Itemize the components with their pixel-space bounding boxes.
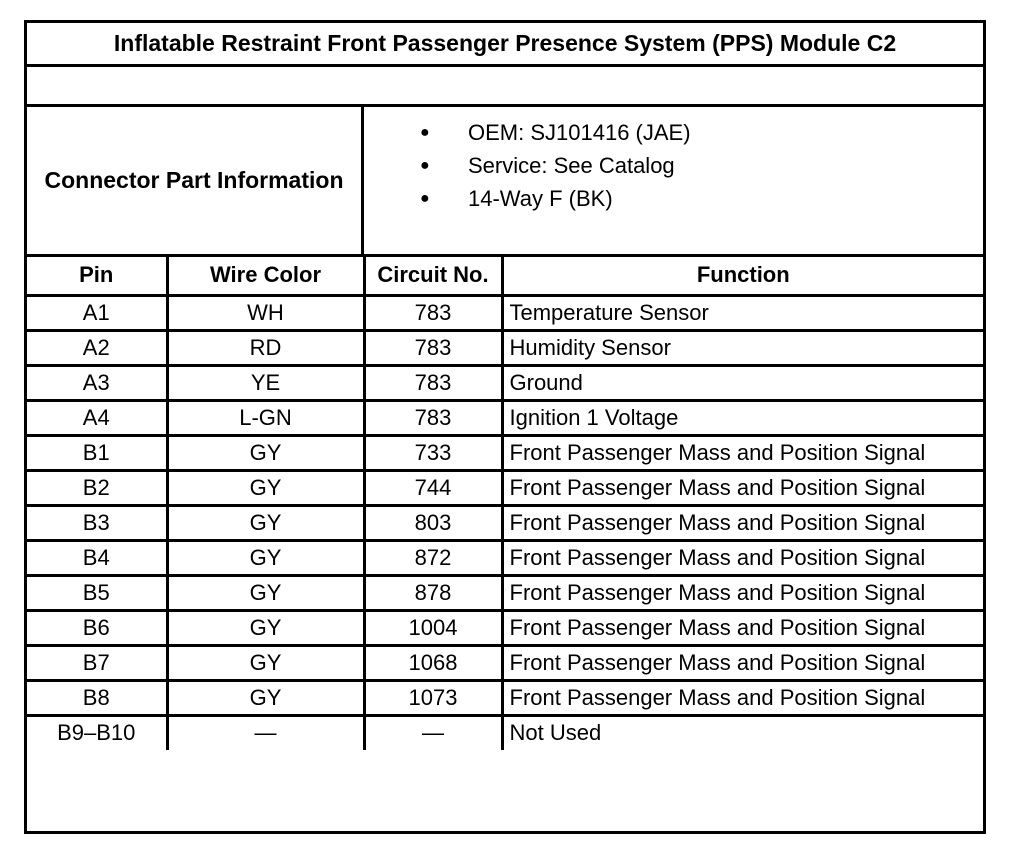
function-cell: Ground <box>502 365 983 400</box>
bullet-icon: ● <box>420 190 430 207</box>
circuit-cell: 744 <box>364 470 502 505</box>
circuit-cell: 783 <box>364 400 502 435</box>
wire-color-cell: YE <box>167 365 364 400</box>
wire-color-cell: GY <box>167 645 364 680</box>
table-row <box>27 505 983 540</box>
pin-cell: B6 <box>27 610 167 645</box>
pin-cell: B9–B10 <box>27 715 167 750</box>
pin-cell: B4 <box>27 540 167 575</box>
circuit-cell: 783 <box>364 295 502 330</box>
column-header-circuit: Circuit No. <box>364 257 502 295</box>
circuit-cell: 1068 <box>364 645 502 680</box>
wire-color-cell: GY <box>167 505 364 540</box>
function-cell: Front Passenger Mass and Position Signal <box>502 470 983 505</box>
pin-cell: B2 <box>27 470 167 505</box>
connector-info-list <box>364 107 983 254</box>
pin-cell: B3 <box>27 505 167 540</box>
wire-color-cell: GY <box>167 680 364 715</box>
column-header-function: Function <box>502 257 983 295</box>
connector-info-item: ● Service: See Catalog <box>420 153 675 178</box>
pin-cell: A3 <box>27 365 167 400</box>
table-row <box>27 540 983 575</box>
connector-info-item: ● 14-Way F (BK) <box>420 186 613 211</box>
header-row <box>27 257 983 295</box>
function-cell: Temperature Sensor <box>502 295 983 330</box>
wire-color-cell: GY <box>167 470 364 505</box>
connector-info-row <box>27 107 983 257</box>
function-cell: Front Passenger Mass and Position Signal <box>502 575 983 610</box>
pin-table <box>27 257 983 750</box>
function-cell: Front Passenger Mass and Position Signal <box>502 540 983 575</box>
pin-cell: A2 <box>27 330 167 365</box>
circuit-cell: 872 <box>364 540 502 575</box>
connector-info-item: ● OEM: SJ101416 (JAE) <box>420 120 691 145</box>
table-row <box>27 365 983 400</box>
function-cell: Front Passenger Mass and Position Signal <box>502 645 983 680</box>
wire-color-cell: GY <box>167 575 364 610</box>
table-row <box>27 330 983 365</box>
pin-cell: B5 <box>27 575 167 610</box>
function-cell: Front Passenger Mass and Position Signal <box>502 610 983 645</box>
table-row <box>27 645 983 680</box>
table-row <box>27 575 983 610</box>
column-header-pin: Pin <box>27 257 167 295</box>
wire-color-cell: L-GN <box>167 400 364 435</box>
wire-color-cell: GY <box>167 435 364 470</box>
wire-color-cell: GY <box>167 540 364 575</box>
table-row <box>27 295 983 330</box>
pin-cell: A4 <box>27 400 167 435</box>
function-cell: Front Passenger Mass and Position Signal <box>502 505 983 540</box>
function-cell: Front Passenger Mass and Position Signal <box>502 435 983 470</box>
pin-table-body <box>27 295 983 750</box>
wire-color-cell: WH <box>167 295 364 330</box>
table-row <box>27 435 983 470</box>
wire-color-cell: — <box>167 715 364 750</box>
circuit-cell: 783 <box>364 365 502 400</box>
circuit-cell: 733 <box>364 435 502 470</box>
function-cell: Ignition 1 Voltage <box>502 400 983 435</box>
blank-row <box>27 67 983 107</box>
pin-cell: B7 <box>27 645 167 680</box>
function-cell: Not Used <box>502 715 983 750</box>
wire-color-cell: GY <box>167 610 364 645</box>
function-cell: Humidity Sensor <box>502 330 983 365</box>
connector-info-label: Connector Part Information <box>27 107 364 254</box>
function-cell: Front Passenger Mass and Position Signal <box>502 680 983 715</box>
pin-cell: B8 <box>27 680 167 715</box>
wire-color-cell: RD <box>167 330 364 365</box>
bullet-icon: ● <box>420 124 430 141</box>
circuit-cell: 1073 <box>364 680 502 715</box>
circuit-cell: 783 <box>364 330 502 365</box>
table-row <box>27 680 983 715</box>
table-title: Inflatable Restraint Front Passenger Presence System (PPS) Module C2 <box>27 23 983 67</box>
column-header-wire-color: Wire Color <box>167 257 364 295</box>
table-row <box>27 715 983 750</box>
pin-cell: A1 <box>27 295 167 330</box>
bullet-icon: ● <box>420 157 430 174</box>
table-row <box>27 610 983 645</box>
table-row <box>27 400 983 435</box>
circuit-cell: 878 <box>364 575 502 610</box>
table-row <box>27 470 983 505</box>
pin-cell: B1 <box>27 435 167 470</box>
circuit-cell: 1004 <box>364 610 502 645</box>
connector-table <box>24 20 986 834</box>
circuit-cell: — <box>364 715 502 750</box>
circuit-cell: 803 <box>364 505 502 540</box>
